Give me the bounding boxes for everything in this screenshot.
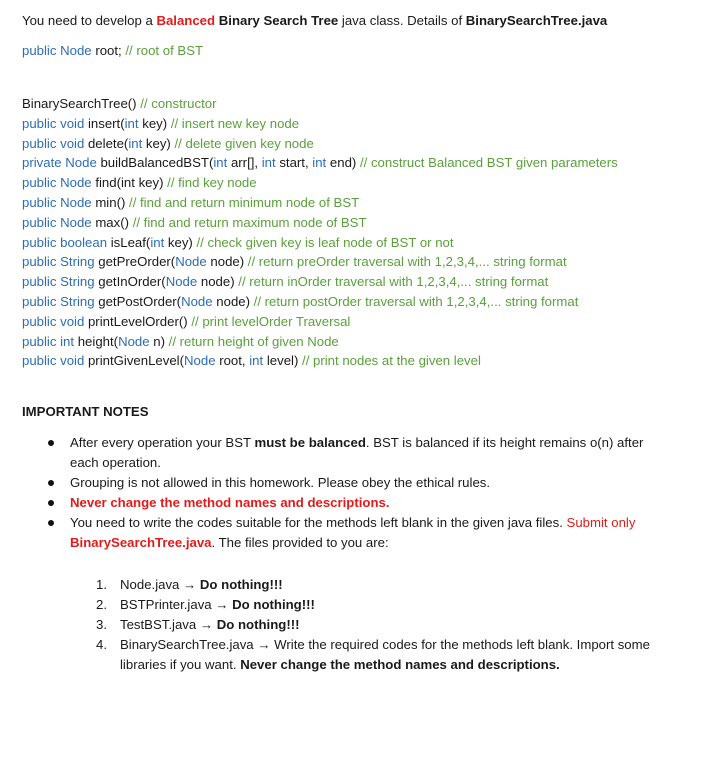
method-signature: private Node buildBalancedBST(int arr[], int start, int end) // construct Balanced BST given parameters xyxy=(22,155,618,171)
file-item: 1. Node.java → Do nothing!!! xyxy=(96,577,283,592)
method-signature: public Node max() // find and return maximum node of BST xyxy=(22,214,367,230)
arrow-icon: → xyxy=(179,577,200,592)
root-declaration: public Node root; // root of BST xyxy=(22,43,204,58)
file-list xyxy=(96,575,656,675)
method-signature: public String getPostOrder(Node node) // return postOrder traversal with 1,2,3,4,... string format xyxy=(22,293,579,309)
arrow-icon: → xyxy=(211,597,233,612)
intro-balanced: Balanced xyxy=(156,13,216,28)
method-signature: public void printGivenLevel(Node root, int level) // print nodes at the given level xyxy=(22,353,481,369)
method-signature: public int height(Node n) // return height of given Node xyxy=(22,333,339,349)
note-item: Never change the method names and descriptions. xyxy=(48,493,668,513)
method-signature: public String getInOrder(Node node) // return inOrder traversal with 1,2,3,4,... string format xyxy=(22,274,549,290)
method-signature: BinarySearchTree() // constructor xyxy=(22,96,217,111)
bullet-icon xyxy=(48,520,54,526)
bullet-icon xyxy=(48,440,54,446)
method-signature: public Node min() // find and return minimum node of BST xyxy=(22,194,360,210)
notes-title: IMPORTANT NOTES xyxy=(22,404,149,419)
intro-filename: BinarySearchTree.java xyxy=(465,13,608,28)
arrow-icon: → xyxy=(253,637,275,652)
file-item: 4. BinarySearchTree.java → Write the required codes for the methods left blank. Import some libraries if you want. Never change the method names and descriptions. xyxy=(96,637,650,672)
bullet-icon xyxy=(48,500,54,506)
intro-line: You need to develop a Balanced Binary Search Tree java class. Details of BinarySearchTree.java xyxy=(22,13,608,28)
arrow-icon: → xyxy=(196,617,217,632)
method-signature: public boolean isLeaf(int key) // check given key is leaf node of BST or not xyxy=(22,234,454,250)
note-item: After every operation your BST must be balanced. BST is balanced if its height remains o(n) after each operation. xyxy=(48,433,668,473)
method-list xyxy=(22,94,618,371)
method-signature: public void printLevelOrder() // print levelOrder Traversal xyxy=(22,313,351,329)
note-item: Grouping is not allowed in this homework. Please obey the ethical rules. xyxy=(48,473,668,493)
bullet-icon xyxy=(48,480,54,486)
intro-bst: Binary Search Tree xyxy=(218,13,339,28)
method-signature: public Node find(int key) // find key node xyxy=(22,175,257,191)
intro-text: You need to develop a xyxy=(22,13,157,28)
notes-list xyxy=(48,433,668,553)
method-signature: public void delete(int key) // delete given key node xyxy=(22,135,314,151)
method-signature: public String getPreOrder(Node node) // return preOrder traversal with 1,2,3,4,... string format xyxy=(22,254,567,270)
note-item: You need to write the codes suitable for the methods left blank in the given java files. Submit only BinarySearchTree.java. The files provided to you are: xyxy=(48,513,668,553)
file-item: 2. BSTPrinter.java → Do nothing!!! xyxy=(96,597,315,612)
method-signature: public void insert(int key) // insert new key node xyxy=(22,115,300,131)
file-item: 3. TestBST.java → Do nothing!!! xyxy=(96,617,300,632)
